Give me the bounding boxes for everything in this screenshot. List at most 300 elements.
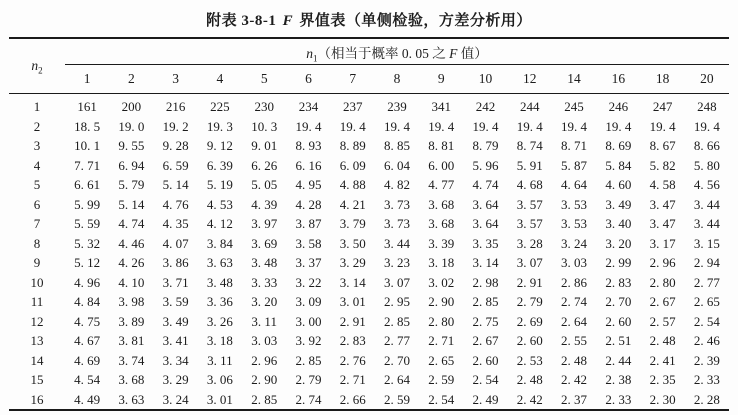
f-value-cell: 2. 48	[649, 333, 676, 348]
column-header: 7	[331, 65, 375, 94]
group-header-f-symbol: F	[449, 45, 458, 61]
f-value-cell: 3. 69	[251, 235, 278, 251]
f-value-cell: 3. 68	[428, 196, 455, 212]
f-value-cell: 3. 59	[162, 294, 189, 309]
row-label: 9	[33, 255, 41, 270]
f-value-cell: 5. 32	[74, 235, 101, 251]
f-critical-value-table	[9, 37, 729, 411]
f-value-cell: 19. 4	[605, 118, 632, 134]
f-value-cell: 2. 64	[383, 372, 410, 387]
f-value-cell: 8. 74	[516, 138, 543, 153]
table-row	[9, 117, 729, 137]
f-value-cell: 2. 60	[516, 333, 543, 348]
f-value-cell: 4. 67	[74, 333, 101, 348]
f-value-cell: 2. 49	[472, 391, 499, 407]
f-value-cell: 234	[298, 99, 319, 114]
f-value-cell: 4. 54	[74, 372, 101, 387]
f-value-cell: 239	[387, 99, 407, 114]
f-value-cell: 5. 79	[118, 177, 145, 192]
f-value-cell: 2. 79	[516, 294, 543, 309]
f-value-cell: 3. 89	[118, 313, 145, 329]
table-row	[9, 94, 729, 117]
group-header-text-pre: （相当于概率 0. 05 之	[317, 45, 450, 61]
f-value-cell: 2. 74	[295, 391, 322, 407]
column-header: 5	[242, 65, 286, 94]
f-value-cell: 2. 91	[339, 313, 366, 329]
f-value-cell: 230	[254, 99, 274, 114]
f-value-cell: 246	[608, 99, 629, 114]
table-row	[9, 370, 729, 390]
f-value-cell: 3. 01	[339, 294, 366, 309]
f-value-cell: 3. 86	[162, 255, 189, 270]
f-value-cell: 2. 35	[649, 372, 676, 387]
f-value-cell: 4. 46	[118, 235, 145, 251]
f-value-cell: 4. 10	[118, 274, 145, 290]
f-value-cell: 6. 09	[339, 157, 366, 173]
f-value-cell: 4. 07	[162, 235, 189, 251]
row-label: 7	[33, 216, 41, 231]
f-value-cell: 3. 73	[383, 216, 410, 231]
f-value-cell: 2. 60	[605, 313, 632, 329]
table-row	[9, 292, 729, 312]
f-value-cell: 2. 48	[561, 352, 588, 368]
f-value-cell: 8. 67	[649, 138, 676, 153]
f-value-cell: 237	[342, 99, 363, 114]
f-value-cell: 341	[431, 99, 451, 114]
row-label: 12	[30, 313, 44, 329]
f-value-cell: 8. 93	[295, 138, 322, 153]
f-value-cell: 5. 82	[649, 157, 676, 173]
f-value-cell: 7. 71	[74, 157, 101, 173]
f-value-cell: 2. 33	[605, 391, 632, 407]
f-value-cell: 4. 12	[206, 216, 233, 231]
f-value-cell: 4. 53	[206, 196, 233, 212]
f-value-cell: 4. 64	[561, 177, 588, 192]
f-value-cell: 3. 02	[428, 274, 455, 290]
f-value-cell: 5. 12	[74, 255, 101, 270]
f-value-cell: 3. 07	[516, 255, 543, 270]
f-value-cell: 2. 94	[693, 255, 720, 270]
f-value-cell: 3. 20	[605, 235, 632, 251]
f-value-cell: 2. 65	[693, 294, 720, 309]
f-value-cell: 4. 68	[516, 177, 543, 192]
f-value-cell: 6. 59	[162, 157, 189, 173]
n2-symbol: n	[31, 58, 39, 73]
title-rest: 界值表（单侧检验，方差分析用）	[299, 13, 532, 29]
f-value-cell: 5. 84	[605, 157, 632, 173]
f-value-cell: 3. 71	[162, 274, 189, 290]
f-value-cell: 6. 04	[383, 157, 410, 173]
f-value-cell: 3. 47	[649, 196, 676, 212]
f-value-cell: 3. 48	[251, 255, 278, 270]
column-header: 1	[65, 65, 109, 94]
f-value-cell: 9. 12	[206, 138, 233, 153]
f-value-cell: 2. 71	[339, 372, 366, 387]
f-value-cell: 3. 35	[472, 235, 499, 251]
f-value-cell: 2. 95	[383, 294, 410, 309]
table-row	[9, 390, 729, 411]
row-label: 11	[30, 294, 44, 309]
f-value-cell: 3. 58	[295, 235, 322, 251]
f-value-cell: 4. 28	[295, 196, 322, 212]
table-row	[9, 234, 729, 254]
f-value-cell: 3. 29	[162, 372, 189, 387]
f-value-cell: 2. 46	[693, 333, 720, 348]
f-value-cell: 6. 00	[428, 157, 455, 173]
f-value-cell: 2. 79	[295, 372, 322, 387]
f-value-cell: 2. 74	[561, 294, 588, 309]
group-header-text-post: 值）	[457, 45, 488, 61]
f-value-cell: 5. 96	[472, 157, 499, 173]
row-label: 8	[33, 235, 41, 251]
column-header: 12	[508, 65, 552, 94]
f-value-cell: 225	[210, 99, 230, 114]
f-value-cell: 9. 28	[162, 138, 189, 153]
row-label: 16	[30, 391, 44, 407]
f-value-cell: 3. 40	[605, 216, 632, 231]
f-value-cell: 2. 85	[295, 352, 322, 368]
f-value-cell: 3. 44	[383, 235, 410, 251]
f-value-cell: 161	[77, 99, 97, 114]
f-value-cell: 5. 87	[561, 157, 588, 173]
f-value-cell: 3. 00	[295, 313, 322, 329]
f-value-cell: 2. 77	[693, 274, 720, 290]
f-value-cell: 3. 11	[207, 352, 233, 368]
f-value-cell: 3. 63	[118, 391, 145, 407]
f-value-cell: 4. 96	[74, 274, 101, 290]
f-value-cell: 5. 59	[74, 216, 101, 231]
f-value-cell: 3. 81	[118, 333, 145, 348]
row-label: 1	[33, 99, 41, 114]
row-label: 14	[30, 352, 44, 368]
f-value-cell: 3. 07	[383, 274, 410, 290]
f-value-cell: 3. 29	[339, 255, 366, 270]
f-value-cell: 3. 14	[472, 255, 499, 270]
f-value-cell: 3. 23	[383, 255, 410, 270]
f-value-cell: 10. 1	[74, 138, 101, 153]
f-value-cell: 8. 85	[383, 138, 410, 153]
f-value-cell: 4. 21	[339, 196, 366, 212]
table-row	[9, 273, 729, 293]
f-value-cell: 2. 83	[605, 274, 632, 290]
f-value-cell: 3. 41	[162, 333, 189, 348]
f-value-cell: 2. 37	[561, 391, 588, 407]
f-value-cell: 245	[564, 99, 584, 114]
f-value-cell: 3. 18	[206, 333, 233, 348]
f-value-cell: 4. 26	[118, 255, 145, 270]
f-value-cell: 4. 49	[74, 391, 101, 407]
f-value-cell: 10. 3	[251, 118, 278, 134]
f-value-cell: 3. 15	[693, 235, 720, 251]
column-header: 18	[640, 65, 684, 94]
f-value-cell: 2. 44	[605, 352, 632, 368]
f-value-cell: 2. 91	[516, 274, 543, 290]
f-value-cell: 2. 51	[605, 333, 632, 348]
f-value-cell: 2. 54	[472, 372, 499, 387]
f-value-cell: 4. 77	[428, 177, 455, 192]
f-value-cell: 19. 4	[649, 118, 676, 134]
f-value-cell: 19. 4	[339, 118, 366, 134]
f-value-cell: 2. 70	[383, 352, 410, 368]
row-label: 5	[33, 177, 41, 192]
f-value-cell: 2. 28	[693, 391, 720, 407]
column-header: 9	[419, 65, 463, 94]
column-header: 8	[375, 65, 419, 94]
table-row	[9, 253, 729, 273]
f-value-cell: 2. 39	[693, 352, 720, 368]
row-label: 2	[33, 118, 41, 134]
f-value-cell: 4. 35	[162, 216, 189, 231]
f-value-cell: 2. 90	[251, 372, 278, 387]
f-value-cell: 3. 49	[162, 313, 189, 329]
row-label: 15	[30, 372, 44, 387]
row-label: 13	[30, 333, 44, 348]
f-value-cell: 2. 77	[383, 333, 410, 348]
f-value-cell: 4. 88	[339, 177, 366, 192]
f-value-cell: 3. 03	[561, 255, 588, 270]
n2-subscript: 2	[38, 65, 43, 76]
row-variable-header	[9, 38, 65, 94]
table-row	[9, 312, 729, 332]
n1-symbol: n	[306, 45, 313, 61]
column-header-row	[9, 65, 729, 94]
f-value-cell: 3. 36	[206, 294, 233, 309]
f-value-cell: 3. 53	[561, 196, 588, 212]
f-value-cell: 3. 01	[206, 391, 233, 407]
f-value-cell: 3. 57	[516, 216, 543, 231]
f-value-cell: 19. 0	[118, 118, 145, 134]
f-value-cell: 247	[652, 99, 673, 114]
f-value-cell: 2. 85	[383, 313, 410, 329]
f-value-cell: 2. 67	[472, 333, 499, 348]
f-value-cell: 242	[475, 99, 496, 114]
f-value-cell: 5. 80	[693, 157, 720, 173]
f-value-cell: 2. 80	[428, 313, 455, 329]
f-value-cell: 3. 87	[295, 216, 322, 231]
f-value-cell: 4. 75	[74, 313, 101, 329]
f-value-cell: 4. 84	[74, 294, 101, 309]
f-value-cell: 2. 70	[605, 294, 632, 309]
f-value-cell: 3. 63	[206, 255, 233, 270]
f-value-cell: 2. 96	[649, 255, 676, 270]
group-header-row	[9, 38, 729, 65]
f-value-cell: 6. 61	[74, 177, 101, 192]
f-value-cell: 4. 69	[74, 352, 101, 368]
f-value-cell: 8. 81	[428, 138, 455, 153]
f-value-cell: 2. 53	[516, 352, 543, 368]
f-value-cell: 3. 53	[561, 216, 588, 231]
f-value-cell: 3. 06	[206, 372, 233, 387]
row-label: 3	[33, 138, 41, 153]
table-row	[9, 136, 729, 156]
f-value-cell: 2. 65	[428, 352, 455, 368]
f-value-cell: 19. 4	[693, 118, 720, 134]
f-value-cell: 2. 54	[693, 313, 720, 329]
column-group-header	[65, 38, 729, 65]
page-title	[9, 6, 729, 37]
f-value-cell: 2. 64	[561, 313, 588, 329]
f-value-cell: 3. 64	[472, 216, 499, 231]
f-value-cell: 3. 20	[251, 294, 278, 309]
f-value-cell: 3. 79	[339, 216, 366, 231]
f-value-cell: 3. 24	[561, 235, 588, 251]
f-value-cell: 3. 68	[428, 216, 455, 231]
f-value-cell: 4. 74	[118, 216, 145, 231]
f-value-cell: 2. 71	[428, 333, 455, 348]
f-value-cell: 19. 2	[162, 118, 189, 134]
f-value-cell: 2. 86	[561, 274, 588, 290]
f-value-cell: 5. 05	[251, 177, 278, 192]
f-value-cell: 6. 26	[251, 157, 278, 173]
f-value-cell: 216	[165, 99, 186, 114]
column-header: 20	[685, 65, 729, 94]
column-header: 4	[198, 65, 242, 94]
f-value-cell: 8. 66	[693, 138, 720, 153]
f-value-cell: 3. 34	[162, 352, 189, 368]
f-value-cell: 2. 66	[339, 391, 366, 407]
f-value-cell: 3. 97	[251, 216, 278, 231]
f-value-cell: 3. 11	[251, 313, 277, 329]
f-value-cell: 3. 39	[428, 235, 455, 251]
table-row	[9, 331, 729, 351]
f-value-cell: 2. 60	[472, 352, 499, 368]
f-value-cell: 8. 89	[339, 138, 366, 153]
f-value-cell: 2. 42	[561, 372, 588, 387]
column-header: 14	[552, 65, 596, 94]
f-value-cell: 8. 79	[472, 138, 499, 153]
n1-subscript: 1	[313, 53, 318, 64]
f-value-cell: 3. 03	[251, 333, 278, 348]
f-value-cell: 9. 55	[118, 138, 145, 153]
f-value-cell: 2. 80	[649, 274, 676, 290]
f-value-cell: 3. 92	[295, 333, 322, 348]
f-value-cell: 4. 82	[383, 177, 410, 192]
f-value-cell: 19. 4	[383, 118, 410, 134]
f-value-cell: 8. 71	[561, 138, 588, 153]
title-f-symbol: F	[282, 13, 294, 29]
f-value-cell: 6. 39	[206, 157, 233, 173]
f-value-cell: 3. 17	[649, 235, 676, 251]
f-value-cell: 4. 74	[472, 177, 499, 192]
f-value-cell: 3. 47	[649, 216, 676, 231]
f-value-cell: 4. 95	[295, 177, 322, 192]
f-value-cell: 9. 01	[251, 138, 278, 153]
f-value-cell: 5. 14	[118, 196, 145, 212]
f-value-cell: 3. 33	[251, 274, 278, 290]
f-value-cell: 2. 57	[649, 313, 676, 329]
f-value-cell: 19. 4	[561, 118, 588, 134]
f-value-cell: 3. 18	[428, 255, 455, 270]
f-value-cell: 2. 42	[516, 391, 543, 407]
f-value-cell: 2. 41	[649, 352, 676, 368]
f-value-cell: 5. 14	[162, 177, 189, 192]
f-value-cell: 3. 22	[295, 274, 322, 290]
f-value-cell: 4. 58	[649, 177, 676, 192]
column-header: 3	[154, 65, 198, 94]
f-value-cell: 4. 56	[693, 177, 720, 192]
f-value-cell: 3. 26	[206, 313, 233, 329]
f-value-cell: 19. 4	[428, 118, 455, 134]
table-row	[9, 195, 729, 215]
f-value-cell: 200	[121, 99, 142, 114]
f-value-cell: 19. 4	[472, 118, 499, 134]
column-header: 16	[596, 65, 640, 94]
f-value-cell: 2. 59	[428, 372, 455, 387]
column-header: 10	[463, 65, 507, 94]
f-value-cell: 2. 30	[649, 391, 676, 407]
table-row	[9, 156, 729, 176]
f-value-cell: 2. 76	[339, 352, 366, 368]
f-value-cell: 3. 73	[383, 196, 410, 212]
f-value-cell: 19. 4	[516, 118, 543, 134]
f-value-cell: 3. 50	[339, 235, 366, 251]
f-value-cell: 3. 98	[118, 294, 145, 309]
f-value-cell: 2. 69	[516, 313, 543, 329]
f-value-cell: 2. 48	[516, 372, 543, 387]
f-value-cell: 3. 49	[605, 196, 632, 212]
f-value-cell: 3. 64	[472, 196, 499, 212]
table-head	[9, 38, 729, 94]
f-value-cell: 6. 94	[118, 157, 145, 173]
column-header: 6	[286, 65, 330, 94]
f-value-cell: 3. 24	[162, 391, 189, 407]
f-value-cell: 5. 91	[516, 157, 543, 173]
f-value-cell: 2. 99	[605, 255, 632, 270]
table-row	[9, 351, 729, 371]
f-value-cell: 2. 59	[383, 391, 410, 407]
f-value-cell: 3. 48	[206, 274, 233, 290]
f-value-cell: 2. 54	[428, 391, 455, 407]
f-value-cell: 3. 09	[295, 294, 322, 309]
f-value-cell: 4. 60	[605, 177, 632, 192]
row-label: 6	[33, 196, 41, 212]
row-label: 4	[33, 157, 41, 173]
f-value-cell: 5. 99	[74, 196, 101, 212]
f-value-cell: 3. 57	[516, 196, 543, 212]
f-value-cell: 2. 38	[605, 372, 632, 387]
f-value-cell: 3. 44	[693, 196, 720, 212]
f-value-cell: 8. 69	[605, 138, 632, 153]
f-value-cell: 2. 98	[472, 274, 499, 290]
f-value-cell: 3. 74	[118, 352, 145, 368]
table-body	[9, 94, 729, 411]
f-value-cell: 4. 39	[251, 196, 278, 212]
f-value-cell: 3. 68	[118, 372, 145, 387]
f-value-cell: 19. 4	[295, 118, 322, 134]
f-value-cell: 2. 85	[251, 391, 278, 407]
f-value-cell: 2. 90	[428, 294, 455, 309]
f-value-cell: 3. 44	[693, 216, 720, 231]
f-value-cell: 19. 3	[206, 118, 233, 134]
table-row	[9, 214, 729, 234]
column-header: 2	[109, 65, 153, 94]
f-value-cell: 2. 33	[693, 372, 720, 387]
f-value-cell: 5. 19	[206, 177, 233, 192]
f-value-cell: 3. 14	[339, 274, 366, 290]
f-value-cell: 2. 55	[561, 333, 588, 348]
f-value-cell: 244	[520, 99, 540, 114]
f-value-cell: 4. 76	[162, 196, 189, 212]
f-value-cell: 18. 5	[74, 118, 101, 134]
f-value-cell: 2. 83	[339, 333, 366, 348]
f-value-cell: 3. 84	[206, 235, 233, 251]
f-value-cell: 6. 16	[295, 157, 322, 173]
f-value-cell: 2. 75	[472, 313, 499, 329]
title-prefix: 附表 3-8-1	[206, 13, 277, 29]
f-value-cell: 2. 67	[649, 294, 676, 309]
f-value-cell: 248	[697, 99, 717, 114]
f-value-cell: 2. 85	[472, 294, 499, 309]
